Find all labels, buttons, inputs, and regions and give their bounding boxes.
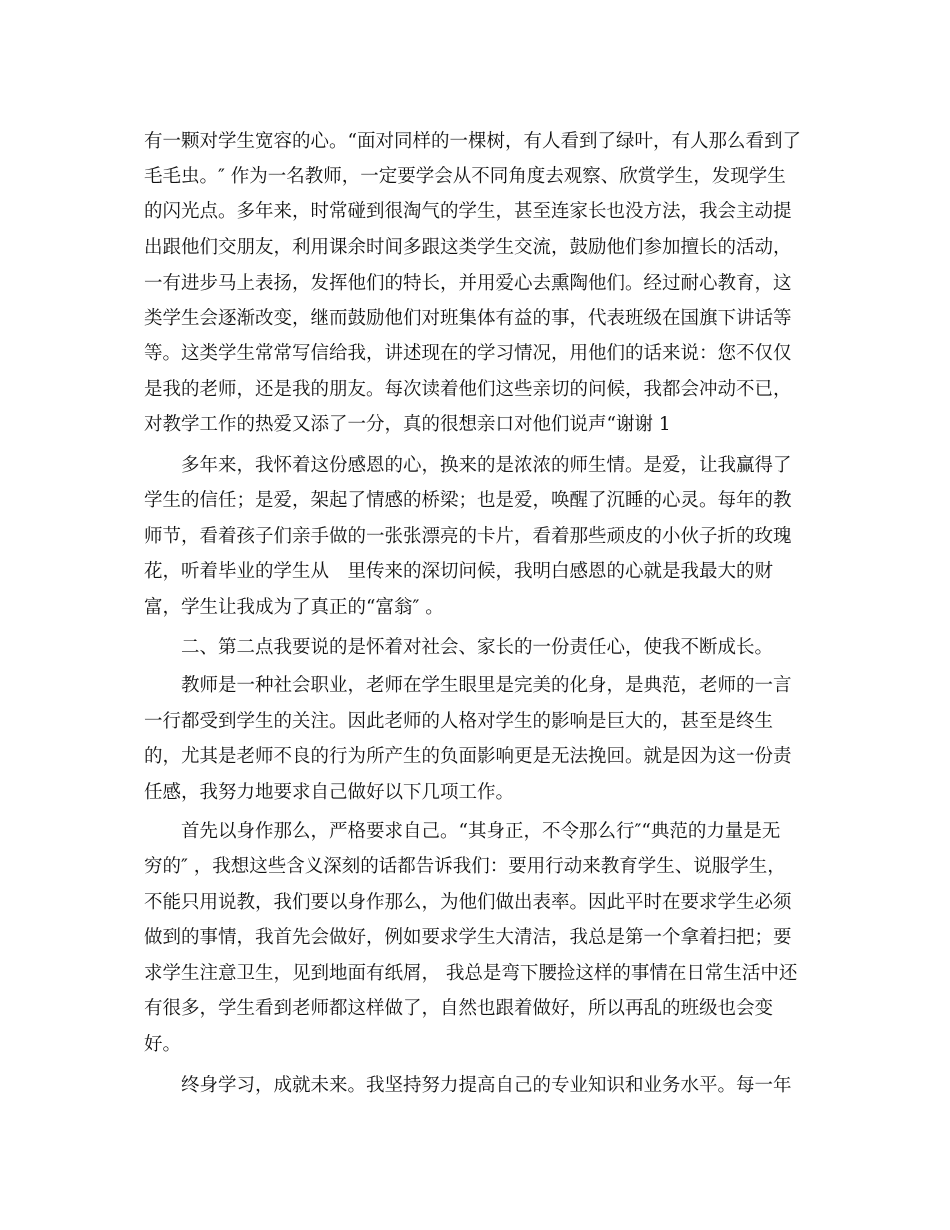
text-line: 是我的老师，还是我的朋友。每次读着他们这些亲切的问候，我都会冲动不已， bbox=[144, 379, 792, 400]
text-line: 花，听着毕业的学生从 里传来的深切问候，我明白感恩的心就是我最大的财 bbox=[144, 561, 774, 582]
text-line: 求学生注意卫生，见到地面有纸屑， 我总是弯下腰捡这样的事情在日常生活中还 bbox=[144, 963, 798, 984]
text-line: 终身学习，成就未来。我坚持努力提高自己的专业知识和业务水平。每一年 bbox=[181, 1075, 792, 1096]
text-line: 多年来，我怀着这份感恩的心，换来的是浓浓的师生情。是爱，让我赢得了 bbox=[181, 455, 792, 476]
text-line: 学生的信任；是爱，架起了情感的桥梁；也是爱，唤醒了沉睡的心灵。每年的教 bbox=[144, 490, 792, 511]
text-line: 等。这类学生常常写信给我，讲述现在的学习情况，用他们的话来说：您不仅仅 bbox=[144, 343, 792, 364]
text-line: 富，学生让我成为了真正的“富翁″ 。 bbox=[144, 597, 444, 618]
text-line: 的闪光点。多年来，时常碰到很淘气的学生，甚至连家长也没方法，我会主动提 bbox=[144, 201, 792, 222]
text-line: 一有进步马上表扬，发挥他们的特长，并用爱心去熏陶他们。经过耐心教育，这 bbox=[144, 273, 792, 294]
text-line: 一行都受到学生的关注。因此老师的人格对学生的影响是巨大的，甚至是终生 bbox=[144, 711, 774, 732]
text-line: 的，尤其是老师不良的行为所产生的负面影响更是无法挽回。就是因为这一份责 bbox=[144, 746, 792, 767]
text-line: 对教学工作的热爱又添了一分，真的很想亲口对他们说声“谢谢 1 bbox=[144, 414, 671, 435]
text-line: 教师是一种社会职业，老师在学生眼里是完美的化身，是典范，老师的一言 bbox=[181, 675, 792, 696]
text-line: 好。 bbox=[144, 1034, 182, 1055]
text-line: 穷的″ ，我想这些含义深刻的话都告诉我们：要用行动来教育学生、说服学生， bbox=[144, 856, 786, 877]
text-line: 首先以身作那么，严格要求自己。“其身正，不令那么行″“典范的力量是无 bbox=[181, 821, 781, 842]
section-heading: 二、第二点我要说的是怀着对社会、家长的一份责任心，使我不断成长。 bbox=[181, 637, 774, 658]
text-line: 任感，我努力地要求自己做好以下几项工作。 bbox=[144, 782, 515, 803]
text-line: 类学生会逐渐改变，继而鼓励他们对班集体有益的事，代表班级在国旗下讲话等 bbox=[144, 308, 792, 329]
text-line: 有很多，学生看到老师都这样做了，自然也跟着做好，所以再乱的班级也会变 bbox=[144, 998, 774, 1019]
text-line: 毛毛虫。″ 作为一名教师，一定要学会从不同角度去观察、欣赏学生，发现学生 bbox=[144, 166, 786, 187]
text-line: 做到的事情，我首先会做好，例如要求学生大清洁，我总是第一个拿着扫把；要 bbox=[144, 927, 792, 948]
text-line: 师节，看着孩子们亲手做的一张张漂亮的卡片，看着那些顽皮的小伙子折的玫瑰 bbox=[144, 526, 792, 547]
text-line: 有一颗对学生宽容的心。“面对同样的一棵树，有人看到了绿叶，有人那么看到了 bbox=[144, 131, 801, 152]
text-line: 不能只用说教，我们要以身作那么，为他们做出表率。因此平时在要求学生必须 bbox=[144, 892, 792, 913]
text-line: 出跟他们交朋友，利用课余时间多跟这类学生交流，鼓励他们参加擅长的活动， bbox=[144, 237, 792, 258]
